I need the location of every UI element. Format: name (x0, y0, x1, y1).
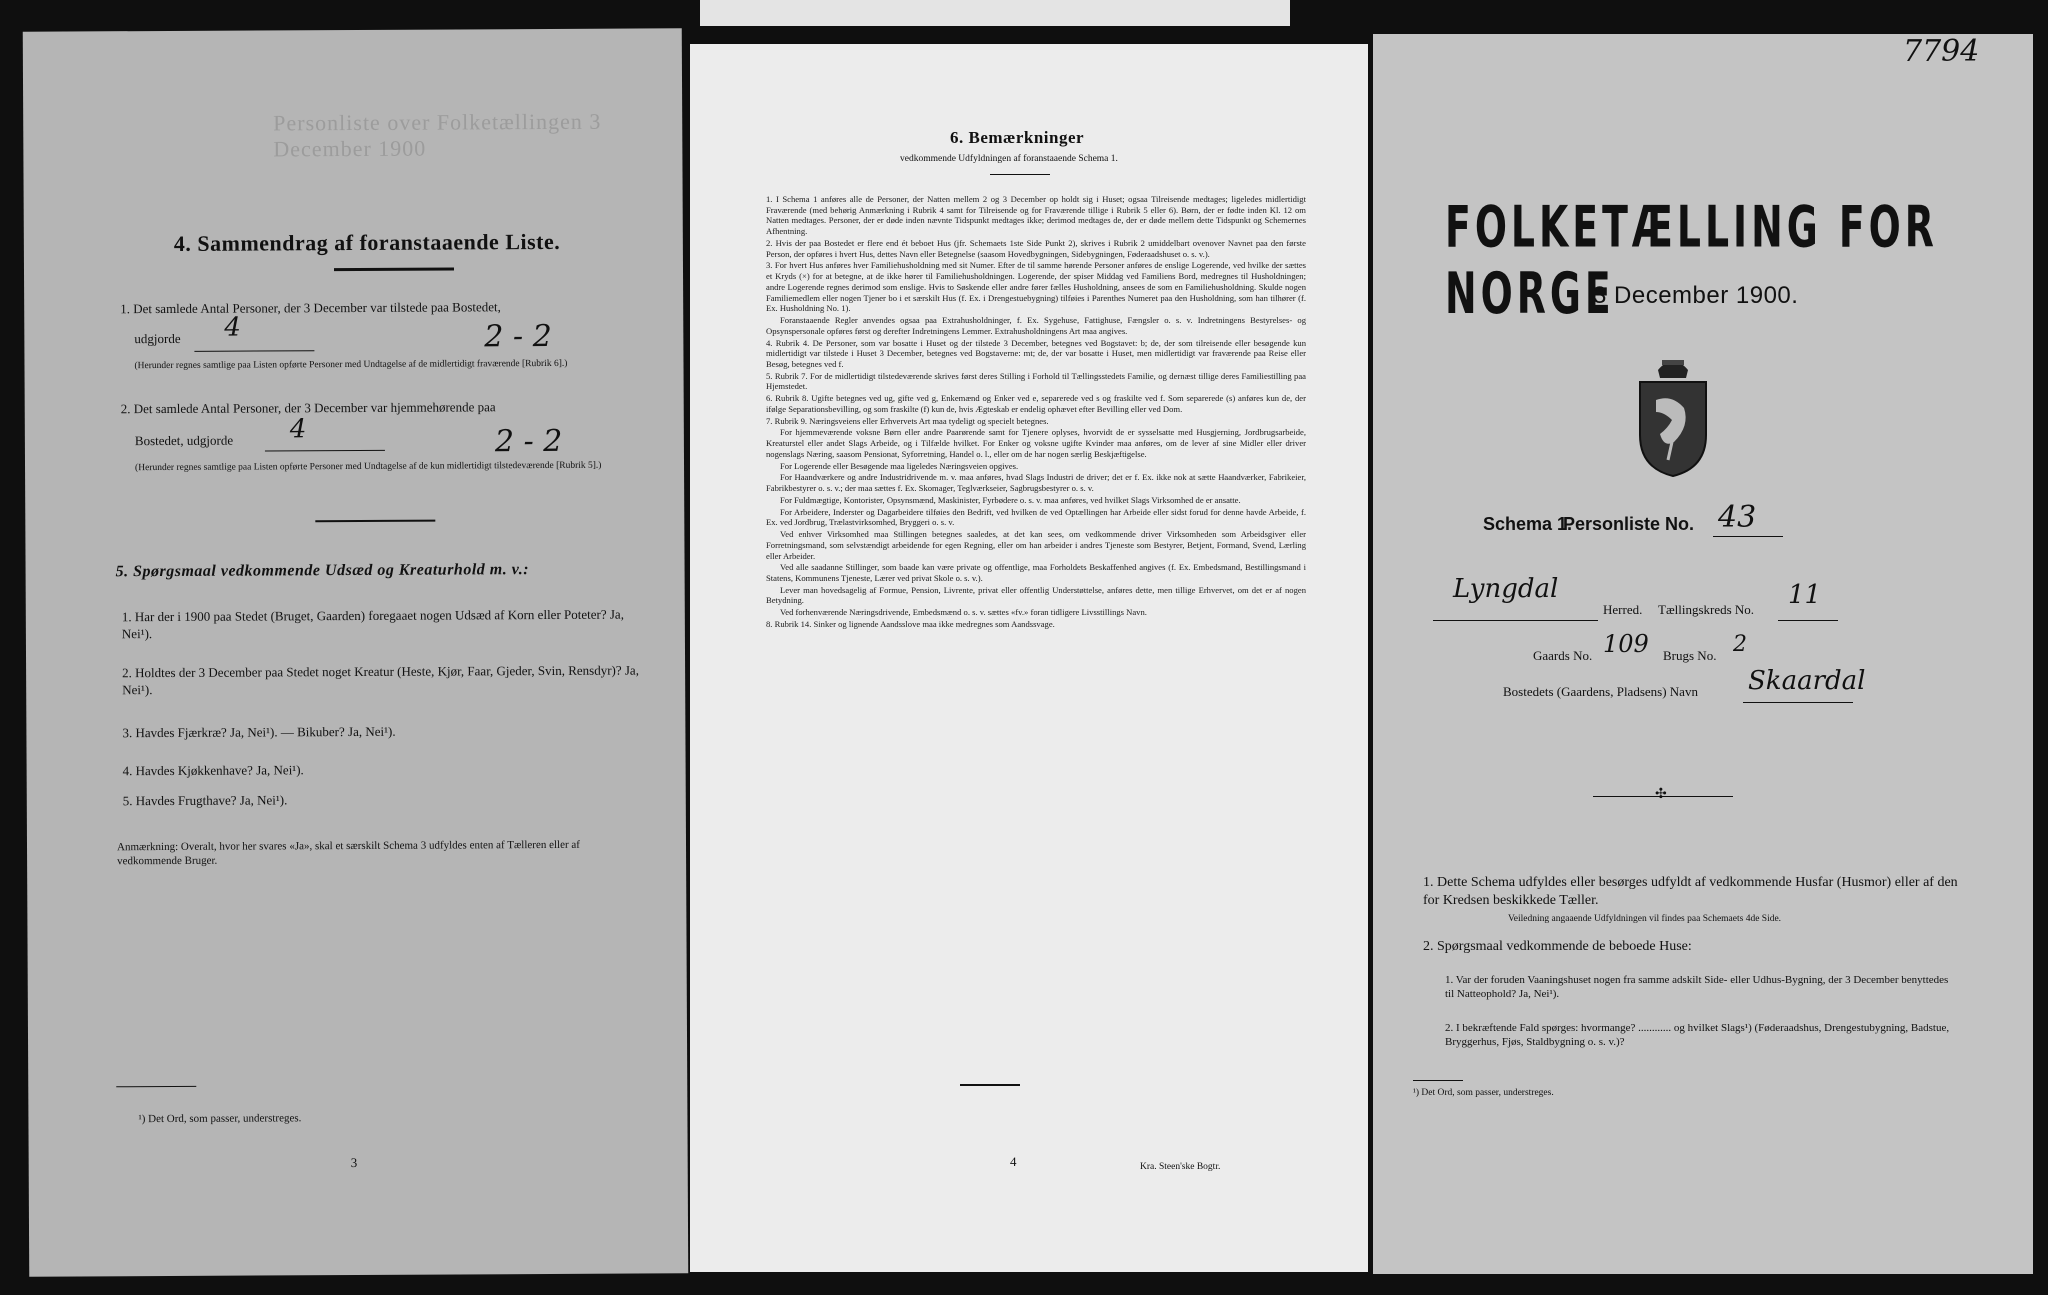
section-divider (315, 520, 435, 523)
remark-paragraph-11: For Haandværkere og andre Industridrivende m. v. maa anføres, hvad Slags Industri de driver; det er f. Ex. ikke nok at sætte Haandværker, Fabrikeier, Fabrikbestyrer o. s. v.; der maa sættes f. Ex. Skomager, Teglværkseier, Sagbrugsbestyrer o. s. v. (766, 472, 1306, 494)
item2-text: 2. Det samlede Antal Personer, der 3 December var hjemmehørende paa (120, 399, 496, 417)
item1-split: 2 - 2 (484, 318, 552, 355)
personliste-label: Personliste No. (1563, 514, 1695, 534)
question-3: 3. Havdes Fjærkræ? Ja, Nei¹). — Bikuber? Ja, Nei¹). (122, 723, 396, 741)
schema-label: Schema 1. (1483, 514, 1573, 534)
left-page-number: 3 (350, 1154, 358, 1171)
instruction-1: 1. Dette Schema udfyldes eller besørges udfyldt af vedkommende Husfar (Husmor) eller af den for Kredsen beskikkede Tæller. (1423, 875, 1958, 909)
remark-paragraph-16: Lever man hovedsagelig af Formue, Pension, Livrente, privat eller offentlig Understøttelse, anføres dette, men tillige Erhvervet, om det er af nogen Betydning. (766, 584, 1306, 606)
remarks-end-rule (960, 1084, 1020, 1086)
right-footnote: ¹) Det Ord, som passer, understreges. (1413, 1088, 1554, 1098)
remark-paragraph-4: Foranstaaende Regler anvendes ogsaa paa Extrahusholdninger, f. Ex. Sygehuse, Fattighuse, Fængsler o. s. v. Indretningens Bestyrelses- og Opsynspersonale opføres først og derefter Indretningens Lemmer. Extrahusholdningens Art maa angives. (766, 315, 1306, 336)
question-5: 5. Havdes Frugthave? Ja, Nei¹). (122, 792, 288, 809)
item2-split: 2 - 2 (494, 423, 563, 460)
archive-number: 7794 (1903, 34, 1980, 69)
remark-paragraph-18: 8. Rubrik 14. Sinker og lignende Aandsslove maa ikke medregnes som Aandssvage. (766, 618, 1055, 629)
personliste-line (1713, 536, 1783, 537)
left-page (23, 28, 689, 1276)
printer-mark: Kra. Steen'ske Bogtr. (1140, 1162, 1221, 1172)
item1-note: (Herunder regnes samtlige paa Listen opførte Personer med Undtagelse af de midlertidigt fraværende [Rubrik 6].) (134, 358, 568, 372)
herred-name: Lyngdal (1453, 574, 1559, 604)
remark-paragraph-6: 5. Rubrik 7. For de midlertidigt tilstedeværende skrives først deres Stilling i Forhold til Tællingsstedets Familie, og dernæst tillige deres Familiestilling paa Hjemstedet. (766, 370, 1306, 392)
summary-title: 4. Sammendrag af foranstaaende Liste. (173, 228, 561, 256)
remark-paragraph-5: 4. Rubrik 4. De Personer, som var bosatte i Huset og der tilstede 3 December, betegnes ved Bogstavet: b; de, der som tilreisende eller besøgende kun midlertidigt var tilstede i Huset 3 December, betegnes ved Bogstaverne: mt; de, der var bosatte i Huset, men midlertidigt var fraværende paa Reise eller Besøg, betegnes ved f. (766, 337, 1306, 370)
item2-prefix: Bostedet, udgjorde (134, 432, 234, 449)
item1-line (194, 350, 314, 352)
kreds-label: Tællingskreds No. (1658, 602, 1755, 617)
remark-paragraph-2: 2. Hvis der paa Bostedet er flere end ét beboet Hus (jfr. Schemaets 1ste Side Punkt 2), skrives i Rubrik 2 umiddelbart ovenover Navnet paa den første Person, der opføres i hvert Hus, dettes Navn eller Betegnelse (saasom Hovedbygningen, Sidebygningen, Føderaadshuset o. s. v.). (766, 237, 1306, 259)
item1-text: 1. Det samlede Antal Personer, der 3 December var tilstede paa Bostedet, (120, 299, 501, 317)
house-question-2: 2. I bekræftende Fald spørges: hvormange? ............ og hvilket Slags¹) (Føderaadshus, Drengestubygning, Badstue, Bryggerhus, Fjøs, Staldbygning o. s. v.)? (1445, 1022, 1950, 1048)
question-1: 1. Har der i 1900 paa Stedet (Bruget, Gaarden) foregaaet nogen Udsæd af Korn eller Poteter? Ja, Nei¹). (121, 606, 624, 642)
bosted-line (1743, 702, 1853, 703)
question-4: 4. Havdes Kjøkkenhave? Ja, Nei¹). (122, 762, 304, 779)
remarks-subtitle: vedkommende Udfyldningen af foranstaaende Schema 1. (900, 154, 1118, 164)
instruction-1-note: Veiledning angaaende Udfyldningen vil findes paa Schemaets 4de Side. (1508, 914, 1782, 924)
remarks-body (766, 194, 1306, 631)
item1-prefix: udgjorde (134, 330, 181, 347)
instruction-2: 2. Spørgsmaal vedkommende de beboede Huse: (1423, 939, 1692, 954)
remark-paragraph-3: 3. For hvert Hus anføres hver Familiehusholdning med sit Numer. Efter de til samme hørende Personer anføres de enslige Logerende, ved hvilke der sættes et Kryds (×) for at betegne, at de ikke hører til Familiehusholdningen. Logerende, der spiser Middag ved Familiens Bord, medregnes til Husholdningen; andre Logerende regnes derimod som enslige. Hvis to Søskende eller andre fører fælles Husholdning, ansees de som en Familiehusholdning. Skulde nogen Familiemedlem eller nogen Tjener bo i et særskilt Hus (f. Ex. i Drengestuebygning) tilføies i Parenthes Numeret paa den Husholdning, som han tilhører (f. Ex. Husholdning No. 1). (766, 260, 1306, 314)
right-footnote-rule (1413, 1080, 1463, 1081)
footnote-rule (116, 1086, 196, 1087)
coat-of-arms-icon (1628, 350, 1718, 480)
gaard-label: Gaards No. (1533, 648, 1593, 663)
kreds-line (1778, 620, 1838, 621)
remarks-title: 6. Bemærkninger (950, 128, 1085, 147)
herred-label: Herred. (1603, 602, 1643, 617)
item1-count: 4 (224, 312, 241, 343)
remark-paragraph-17: Ved forhenværende Næringsdrivende, Embedsmænd o. s. v. sættes «fv.» foran tidligere Livsstillings Navn. (780, 607, 1147, 618)
middle-page (690, 44, 1368, 1272)
item2-note: (Herunder regnes samtlige paa Listen opførte Personer med Undtagelse af de kun midlertidigt tilstedeværende [Rubrik 5].) (135, 460, 602, 474)
remark-paragraph-10: For Logerende eller Besøgende maa ligeledes Næringsveien opgives. (780, 460, 1019, 471)
middle-page-number: 4 (1010, 1154, 1017, 1169)
house-question-1: 1. Var der foruden Vaaningshuset nogen fra samme adskilt Side- eller Udhus-Bygning, der 3 December benyttedes til Natteophold? Ja, Nei¹). (1445, 974, 1949, 1000)
remark-paragraph-15: Ved alle saadanne Stillinger, som baade kan være private og offentlige, maa Forholdets Beskaffenhed angives (f. Ex. Embedsmand, Bestillingsmand i Statens, Kommunens Tjeneste, Lærer ved privat Skole o. s. v.). (766, 562, 1306, 583)
brug-number: 2 (1733, 632, 1747, 657)
personliste-number: 43 (1718, 500, 1757, 535)
remark-paragraph-9: For hjemmeværende voksne Børn eller andre Paarørende samt for Tjenere oplyses, hvorvidt de er sysselsatte med Husgjerning, Jordbrugsarbeide, Kreaturstel eller andet Slags Arbeide, og i Tilfælde hvilket. For Enker og voksne ugifte Kvinder maa anføres, om de lever af sine Midler eller driver nogenslags Næring, saasom Pensionat, Syforretning, Handel o. l., eller om de har nogen særlig Beskjæftigelse. (766, 427, 1306, 459)
item2-count: 4 (289, 414, 307, 445)
remark-paragraph-8: 7. Rubrik 9. Næringsveiens eller Erhvervets Art maa tydeligt og specielt betegnes. (766, 415, 1049, 426)
left-footnote: ¹) Det Ord, som passer, understreges. (138, 1112, 302, 1126)
remark-paragraph-14: Ved enhver Virksomhed maa Stillingen betegnes saaledes, at det kan sees, om vedkommende driver Virksomheden som Arbeidsgiver eller Forretningsmand, som selvstændigt arbeidende for egen Regning, eller om han arbeider i andres Tjeneste som Bestyrer, Betjent, Formand, Svend, Lærling eller Arbeider. (766, 529, 1306, 561)
census-main-title: FOLKETÆLLING FOR NORGE (1445, 194, 1938, 327)
ghost-header-text: Personliste over Folketællingen 3 December 1900 (273, 108, 602, 162)
item2-line (265, 450, 385, 452)
remark-paragraph-12: For Fuldmægtige, Kontorister, Opsynsmænd, Maskinister, Fyrbødere o. s. v. maa anføres, ved hvilket Slags Virksomhed de er ansatte. (780, 494, 1241, 505)
bosted-name: Skaardal (1748, 666, 1866, 696)
remark-paragraph-13: For Arbeidere, Inderster og Dagarbeidere tilføies den Bedrift, ved hvilken de ved Optællingen har Arbeide eller sidst forud for denne havde Arbeide, f. Ex. ved Jordbrug, Trælastvirksomhed, Bryggeri o. s. v. (766, 506, 1306, 528)
remarks-title-rule (990, 174, 1050, 175)
ornament-icon: ✣ (1655, 787, 1667, 802)
section5-title: 5. Spørgsmaal vedkommende Udsæd og Kreaturhold m. v.: (115, 561, 530, 581)
top-tab-strip (700, 0, 1290, 26)
remark-text: Anmærkning: Overalt, hvor her svares «Ja», skal et særskilt Schema 3 udfyldes enten af Tælleren eller af vedkommende Bruger. (116, 838, 580, 868)
census-date: 3 December 1900. (1593, 282, 1799, 309)
herred-line (1433, 620, 1598, 621)
title-underline (334, 267, 454, 271)
gaard-number: 109 (1603, 630, 1649, 658)
kreds-number: 11 (1788, 580, 1822, 610)
brug-label: Brugs No. (1663, 648, 1717, 663)
remark-paragraph-1: 1. I Schema 1 anføres alle de Personer, der Natten mellem 2 og 3 December op holdt sig i Huset; ogsaa Tilreisende medtages; ligeledes midlertidigt Fraværende (med behørig Anmærkning i Rubrik 4 samt for Tilreisende og for Fraværende tillige i Rubrik 5 eller 6). Børn, der er fødte inden Kl. 12 om Natten medtages. Personer, der er døde inden nævnte Tidspunkt medtages ikke; derimod medtages de, der er døde mellem dette Tidspunkt og Schemernes Afhentning. (766, 194, 1306, 237)
remark-paragraph-7: 6. Rubrik 8. Ugifte betegnes ved ug, gifte ved g, Enkemænd og Enker ved e, separerede ved s og fraskilte ved f. Som separerede (s) anføres kun de, der ifølge Separationsbevilling, og som fraskilte (f) kun de, hvis Ægteskab er endelig ophævet efter Bevilling eller ved Dom. (766, 393, 1306, 414)
bosted-label: Bostedets (Gaardens, Pladsens) Navn (1503, 684, 1698, 699)
right-page (1373, 34, 2033, 1274)
question-2: 2. Holdtes der 3 December paa Stedet noget Kreatur (Heste, Kjør, Faar, Gjeder, Svin, Rensdyr)? Ja, Nei¹). (122, 662, 639, 698)
